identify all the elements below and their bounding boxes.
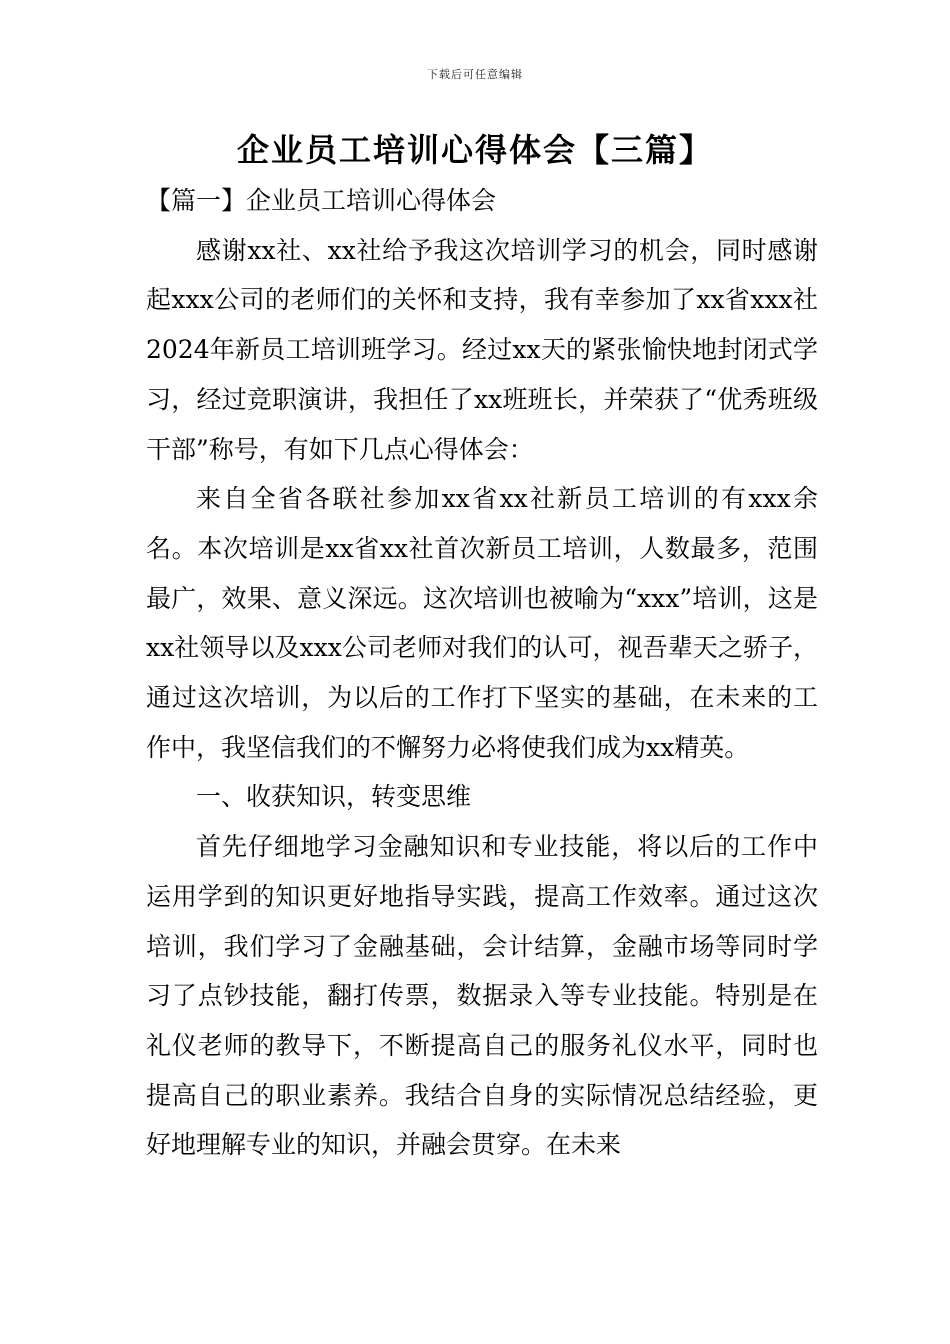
header-note: 下载后可任意编辑 [427,68,523,81]
paragraph-3: 首先仔细地学习金融知识和专业技能，将以后的工作中运用学到的知识更好地指导实践，提高工作效率。通过这次培训，我们学习了金融基础，会计结算，金融市场等同时学习了点钞技能，翻打传票，数据录入等专业技能。特别是在礼仪老师的教导下，不断提高自己的服务礼仪水平，同时也提高自己的职业素养。我结合自身的实际情况总结经验，更好地理解专业的知识，并融会贯穿。在未来 [146,832,818,1160]
subheading-1: 一、收获知识，转变思维 [196,782,472,812]
section-heading: 【篇一】企业员工培训心得体会 [146,186,497,215]
document-body [146,176,818,1170]
paragraph-2: 来自全省各联社参加xx省xx社新员工培训的有xxx余名。本次培训是xx省xx社首次新员工培训，人数最多，范围最广，效果、意义深远。这次培训也被喻为“xxx”培训，这是xx社领导以及xxx公司老师对我们的认可，视吾辈天之骄子，通过这次培训，为以后的工作打下坚实的基础，在未来的工作中，我坚信我们的不懈努力必将使我们成为xx精英。 [146,484,818,762]
document-title: 企业员工培训心得体会【三篇】 [236,131,713,169]
paragraph-1: 感谢xx社、xx社给予我这次培训学习的机会，同时感谢起xxx公司的老师们的关怀和支持，我有幸参加了xx省xxx社2024年新员工培训班学习。经过xx天的紧张愉快地封闭式学习，经过竞职演讲，我担任了xx班班长，并荣获了“优秀班级干部”称号，有如下几点心得体会： [146,235,818,464]
